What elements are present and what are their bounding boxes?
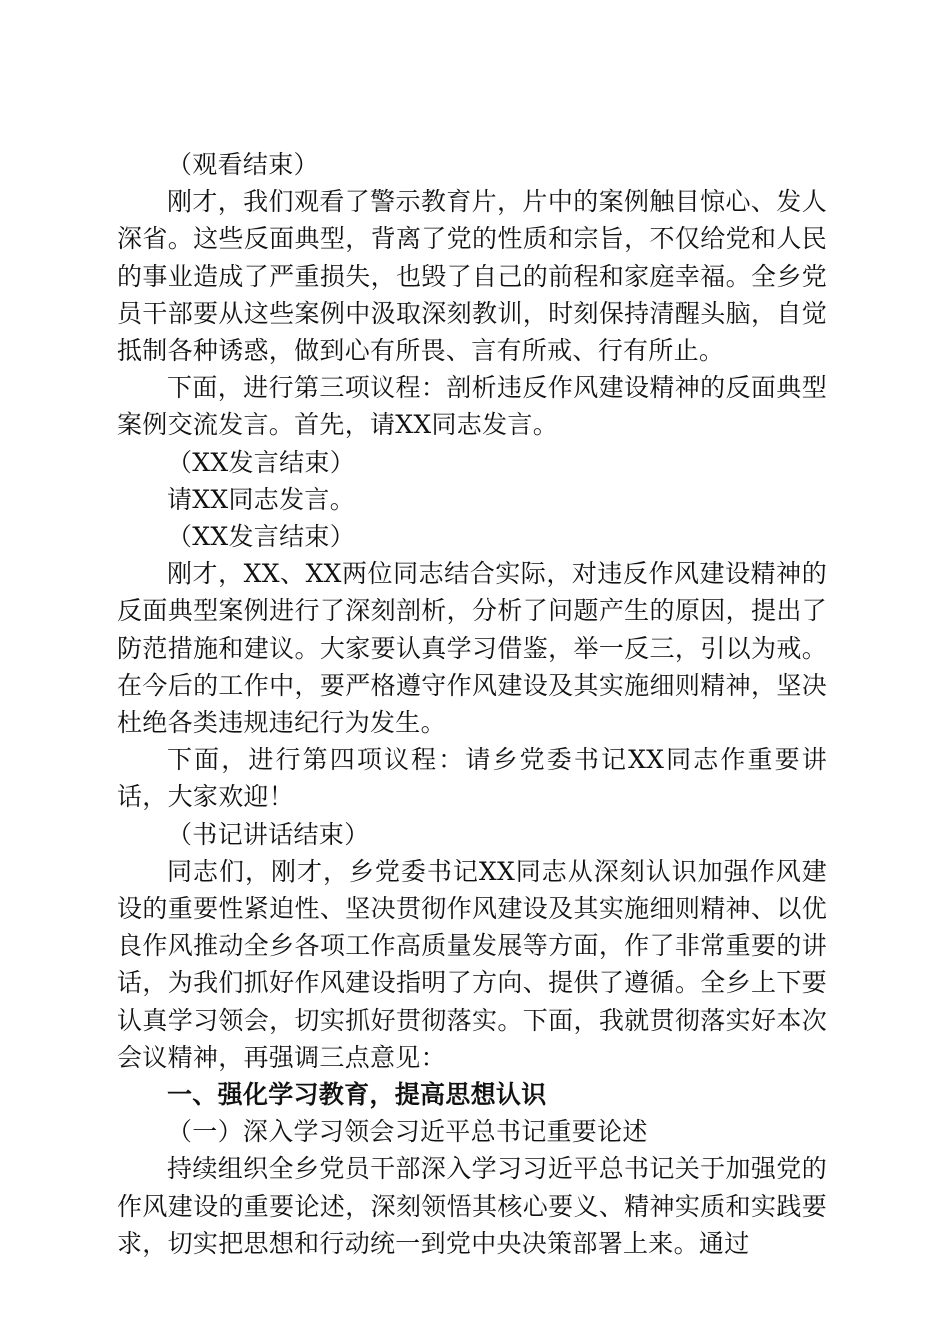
subsection-heading-one: （一）深入学习领会习近平总书记重要论述 [167,1117,648,1147]
paragraph-agenda-item-four: 下面，进行第四项议程：请乡党委书记XX同志作重要讲话，大家欢迎！ [117,745,827,812]
paragraph-case-analysis-summary: 刚才，XX、XX两位同志结合实际，对违反作风建设精神的反面典型案例进行了深刻剖析，分析了问题产生的原因，提出了防范措施和建议。大家要认真学习借鉴，举一反三，引以为戒。在今后的工作中，要严格遵守作风建设及其实施细则精神，坚决杜绝各类违规违纪行为发生。 [117,559,827,738]
paragraph-study-instructions: 持续组织全乡党员干部深入学习习近平总书记关于加强党的作风建设的重要论述，深刻领悟其核心要义、精神实质和实践要求，切实把思想和行动统一到党中央决策部署上来。通过 [117,1154,827,1258]
paragraph-speech-end-2: （XX发言结束） [167,522,355,552]
paragraph-warning-film-remarks: 刚才，我们观看了警示教育片，片中的案例触目惊心、发人深省。这些反面典型，背离了党的性质和宗旨，不仅给党和人民的事业造成了严重损失，也毁了自己的前程和家庭幸福。全乡党员干部要从这些案例中汲取深刻教训，时刻保持清醒头脑，自觉抵制各种诱惑，做到心有所畏、言有所戒、行有所止。 [117,187,827,366]
paragraph-next-speaker: 请XX同志发言。 [167,484,355,514]
paragraph-speech-end-1: （XX发言结束） [167,447,355,477]
section-heading-one: 一、强化学习教育，提高思想认识 [167,1080,547,1110]
paragraph-closing-remarks: 同志们，刚才，乡党委书记XX同志从深刻认识加强作风建设的重要性紧迫性、坚决贯彻作风建设及其实施细则精神、以优良作风推动全乡各项工作高质量发展等方面，作了非常重要的讲话，为我们抓好作风建设指明了方向、提供了遵循。全乡上下要认真学习领会，切实抓好贯彻落实。下面，我就贯彻落实好本次会议精神，再强调三点意见： [117,856,827,1072]
document-page [117,146,827,1262]
paragraph-secretary-speech-end: （书记讲话结束） [167,819,370,849]
paragraph-viewing-end: （观看结束） [167,150,319,179]
paragraph-agenda-item-three: 下面，进行第三项议程：剖析违反作风建设精神的反面典型案例交流发言。首先，请XX同志发言。 [117,373,827,440]
